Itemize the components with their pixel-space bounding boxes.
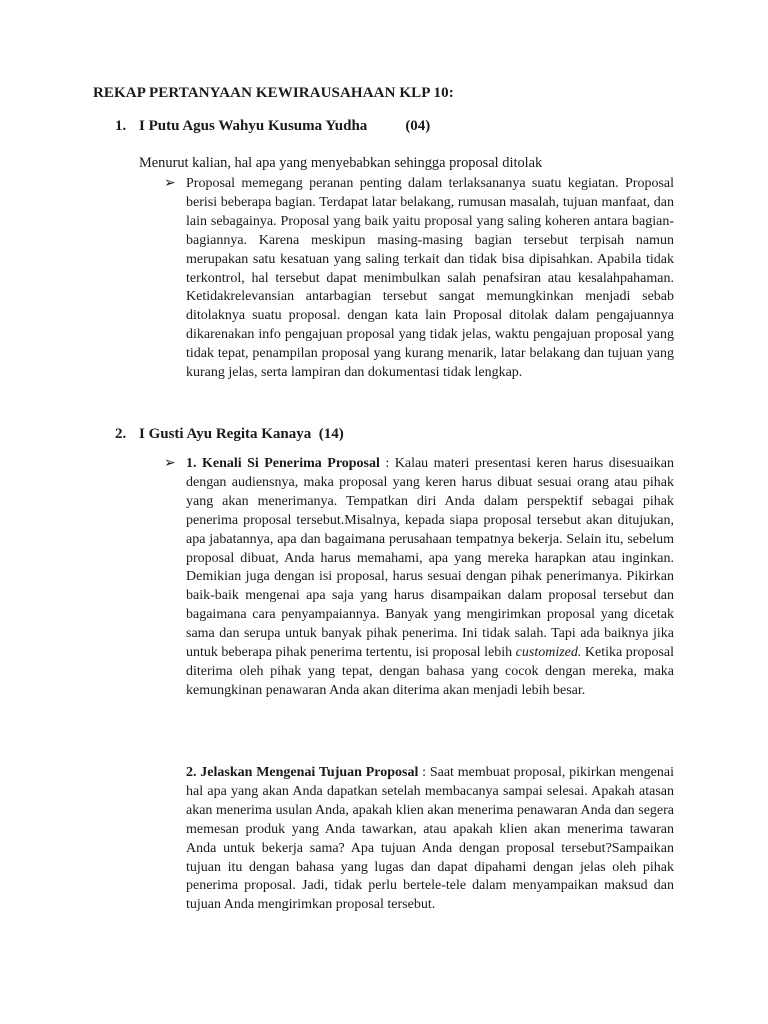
section-2-heading <box>115 426 344 443</box>
point-2-text: Saat membuat proposal, pikirkan mengenai hal apa yang akan Anda dapatkan setelah membacanya sampai selesai. Apakah atasan akan menerima usulan Anda, apakah klien akan menerima penawaran Anda dan segera memesan produk yang Anda tawarkan, atau apakah klien akan menerima tawaran Anda untuk bekerja sama? Apa tujuan Anda dengan proposal tersebut?Sampaikan tujuan itu dengan bahasa yang lugas dan dapat dipahami dengan jelas oleh pihak penerima proposal. Jadi, tidak perlu bertele-tele dalam menyampaikan maksud dan tujuan Anda mengirimkan proposal tersebut. <box>186 765 675 913</box>
point-1-italic: customized. <box>515 645 582 661</box>
point-1-text-b: Ketika proposal diterima oleh pihak yang tepat, dengan bahasa yang cocok dengan mereka, maka kemungkinan penawaran Anda akan diterima akan menjadi lebih besar. <box>186 645 674 698</box>
section-1-heading <box>115 118 430 135</box>
point-2-title: 2. Jelaskan Mengenai Tujuan Proposal <box>186 765 419 780</box>
point-1-text-a: Kalau materi presentasi keren harus disesuaikan dengan audiensnya, maka proposal yang keren harus dibuat sesuai orang atau pihak yang akan menerimanya. Tempatkan diri Anda dalam perspektif sebagai pihak penerima proposal tersebut.Misalnya, kepada siapa proposal tersebut akan ditujukan, apa jabatannya, apa dan bagaimana perusahaan tempatnya bekerja. Selain itu, sebelum proposal dibuat, Anda harus memahami, apa yang mereka harapkan atau inginkan. Demikian juga dengan isi proposal, harus sesuai dengan pihak penerimanya. Pikirkan baik-baik mengenai apa saja yang harus disampaikan dalam proposal tersebut dan bagaimana cara penyampaiannya. Banyak yang mengirimkan proposal yang dicetak sama dan serupa untuk banyak pihak penerima. Ini tidak salah. Tapi ada baiknya jika untuk beberapa pihak penerima tertentu, isi proposal lebih <box>186 456 675 661</box>
section-2-point-1 <box>186 455 674 701</box>
section-1-number: 1. <box>115 118 127 134</box>
document-title: REKAP PERTANYAAN KEWIRAUSAHAAN KLP 10: <box>93 85 454 101</box>
arrow-bullet-icon: ➢ <box>164 176 176 191</box>
arrow-bullet-icon: ➢ <box>164 456 176 471</box>
section-2-name: I Gusti Ayu Regita Kanaya <box>139 426 312 442</box>
section-1-code: (04) <box>405 118 431 134</box>
section-1-name: I Putu Agus Wahyu Kusuma Yudha <box>139 118 368 134</box>
section-2-point-2 <box>186 764 674 915</box>
point-1-title: 1. Kenali Si Penerima Proposal <box>186 456 380 471</box>
section-1-answer: Proposal memegang peranan penting dalam terlaksananya suatu kegiatan. Proposal berisi beberapa bagian. Terdapat latar belakang, rumusan masalah, tujuan manfaat, dan lain sebagainya. Proposal yang baik yaitu proposal yang saling koheren antara bagian-bagiannya. Karena meskipun masing-masing bagian tersebut terpisah namun merupakan satu kesatuan yang saling terkait dan tidak bisa dipisahkan. Apabila tidak terkontrol, hal tersebut dapat menimbulkan salah penafsiran atau kesalahpahaman. Ketidakrelevansian antarbagian tersebut sangat memungkinkan menjadi sebab ditolaknya suatu proposal. dengan kata lain Proposal ditolak dalam pengajuannya dikarenakan info pengajuan proposal yang tidak jelas, waktu pengajuan proposal yang tidak tepat, penampilan proposal yang kurang menarik, latar belakang dan tujuan yang kurang jelas, serta lampiran dan dokumentasi tidak lengkap. <box>186 176 674 381</box>
point-1-separator: : <box>379 456 395 471</box>
section-1-question: Menurut kalian, hal apa yang menyebabkan sehingga proposal ditolak <box>139 155 543 171</box>
point-2-separator: : <box>418 765 430 780</box>
section-2-code: (14) <box>318 426 344 442</box>
section-2-number: 2. <box>115 426 127 442</box>
